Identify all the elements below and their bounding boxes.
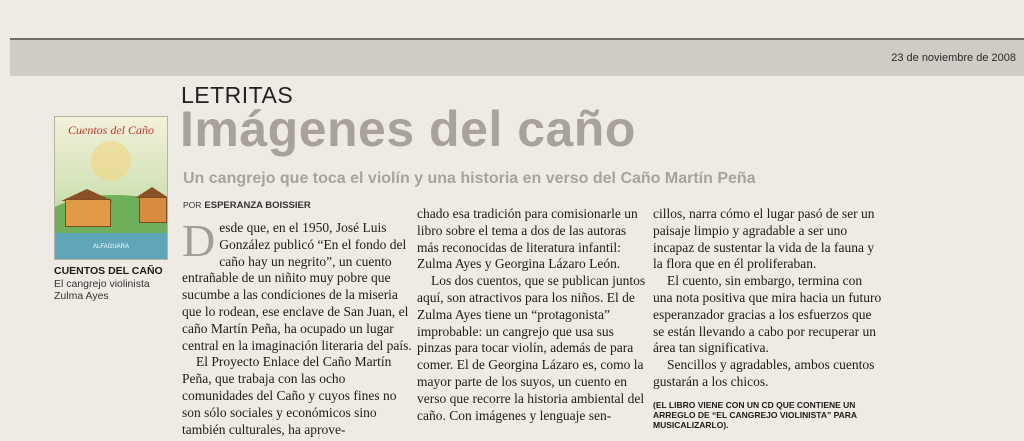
article-paragraph: El cuento, sin embargo, termina con una nota positiva que mira hacia un futuro esperanzador gracias a los esfuerzos que se están llevando a cabo por recuperar un área tan significativa. (653, 273, 882, 356)
article-paragraph (182, 215, 412, 354)
caption-title: CUENTOS DEL CAÑO (54, 265, 163, 277)
book-cover-publisher: ALFAGUARA (92, 244, 129, 250)
article-column-2 (417, 206, 647, 424)
cover-house-illustration (139, 197, 167, 223)
caption-author: Zulma Ayes (54, 290, 109, 302)
book-cover-image (54, 116, 168, 260)
page-header-strip (10, 38, 1024, 76)
article-column-1 (182, 215, 412, 438)
article-paragraph: El Proyecto Enlace del Caño Martín Peña, que trabaja con las ocho comunidades del Caño y cuyos fines no son sólo sociales y económicos sino también culturales, ha aprove- (182, 354, 397, 437)
paragraph-text: esde que, en el 1950, José Luis González publicó “En el fondo del caño hay un negrito”, un cuento entrañable de un niñito muy pobre que sucumbe a las condiciones de la miseria que lo rodean, ese enclave de San Juan, el caño Martín Peña, ha ocupado un lugar central en la imaginación literaria del país. (182, 220, 412, 353)
article-paragraph: Sencillos y agradables, ambos cuentos gustarán a los chicos. (653, 357, 875, 389)
article-deck: Un cangrejo que toca el violín y una historia en verso del Caño Martín Peña (183, 170, 756, 187)
book-cover-title: Cuentos del Caño (68, 123, 154, 137)
cover-house-illustration (65, 199, 111, 227)
byline-prefix: POR (183, 200, 202, 210)
article-paragraph: chado esa tradición para comisionarle un libro sobre el tema a dos de las autoras más reconocidas de literatura infantil: Zulma Ayes y Georgina Lázaro León. (417, 206, 638, 272)
article-column-3 (653, 206, 883, 430)
caption-book-title: El cangrejo violinista (54, 278, 150, 290)
byline-author: ESPERANZA BOISSIER (204, 200, 311, 211)
issue-date: 23 de noviembre de 2008 (891, 52, 1016, 64)
cover-sun-illustration (91, 141, 131, 181)
article-paragraph: cillos, narra cómo el lugar pasó de ser un paisaje limpio y agradable a ser uno incapaz de sustentar la vida de la fauna y la flora que en él proliferaban. (653, 206, 875, 272)
article-headline: Imágenes del caño (180, 101, 636, 157)
section-title: LETRITAS (181, 82, 294, 108)
drop-cap: D (182, 215, 216, 266)
article-paragraph: Los dos cuentos, que se publican juntos aquí, son atractivos para los niños. El de Zulma Ayes tiene un “protagonista” improbable: un cangrejo que usa sus pinzas para tocar violín, además de para comer. El de Georgina Lázaro es, como la mayor parte de los suyos, un cuento en verso que recorre la historia ambiental del caño. Con imágenes y lenguaje sen- (417, 273, 646, 423)
article-note: (EL LIBRO VIENE CON UN CD QUE CONTIENE UN ARREGLO DE “EL CANGREJO VIOLINISTA” PARA MUSICALIZARLO). (653, 399, 857, 430)
byline (183, 200, 311, 211)
